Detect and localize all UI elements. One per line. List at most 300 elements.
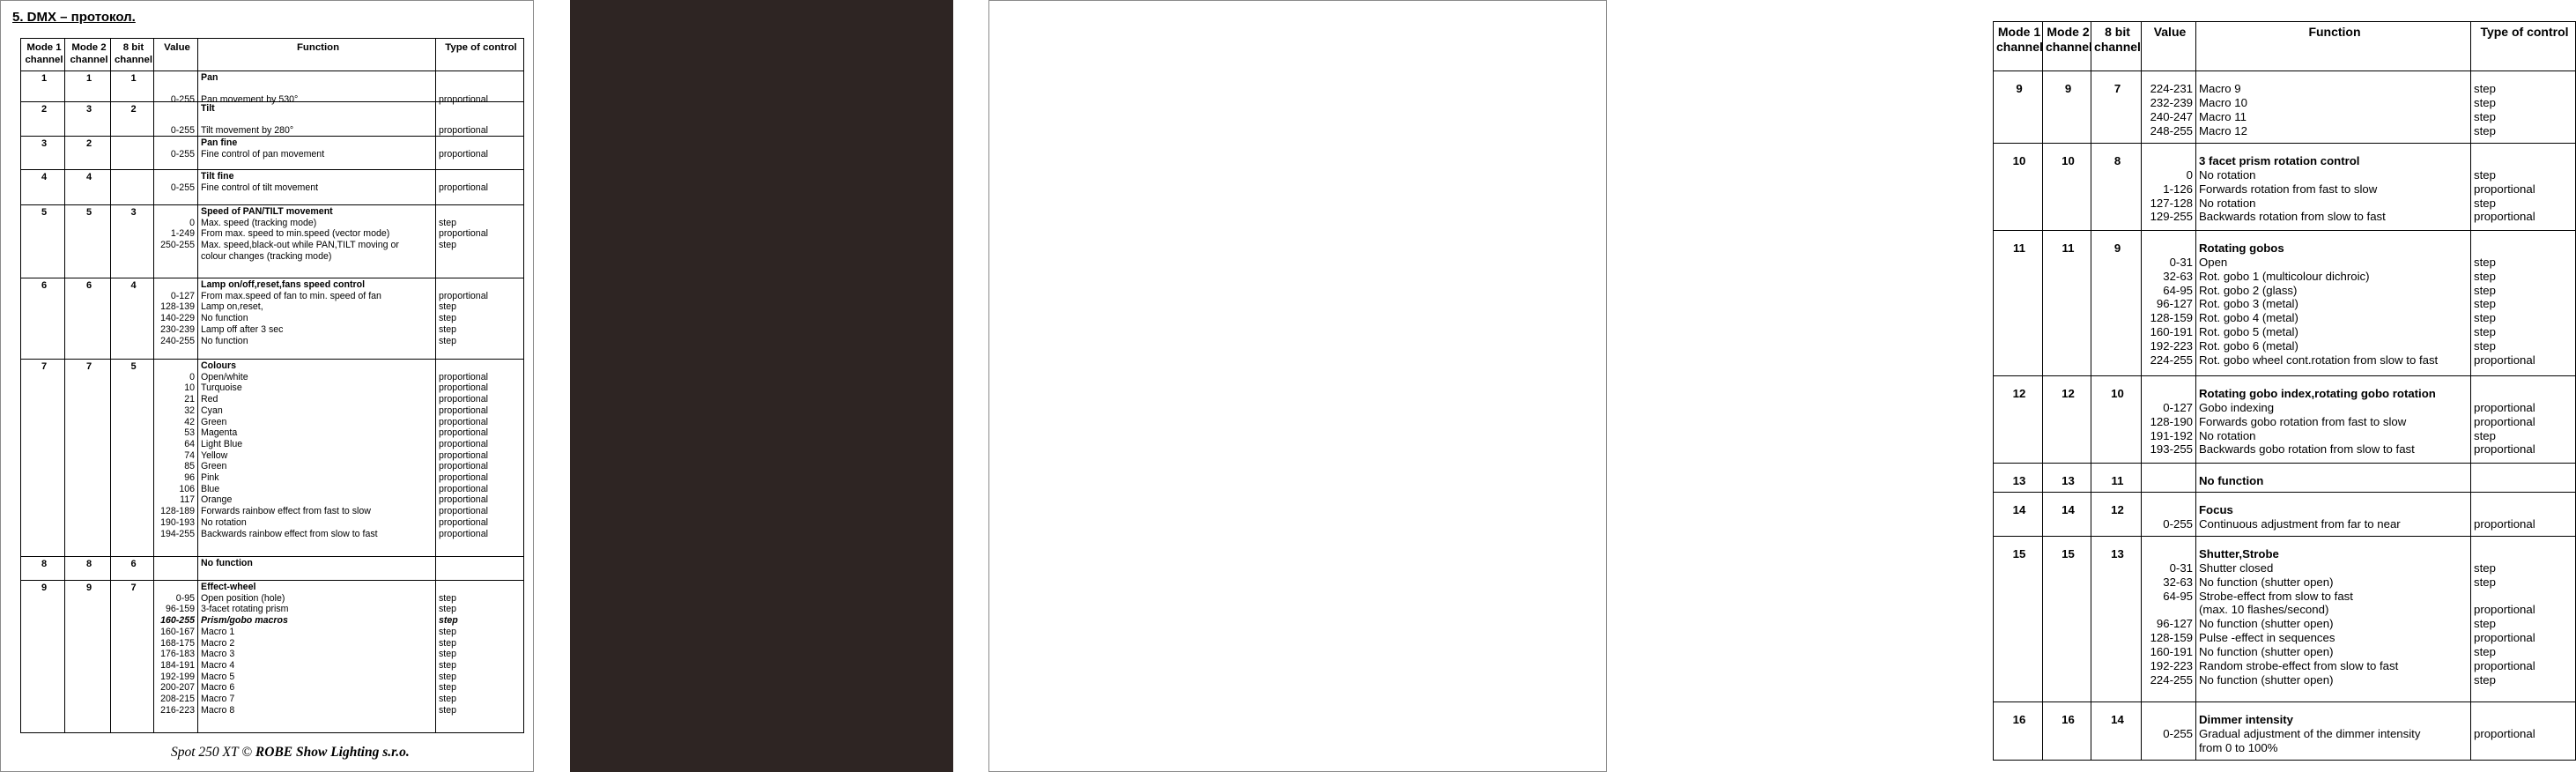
function-cell [198,205,436,278]
function-text: Open [2199,255,2228,269]
control-type: step [2474,167,2496,182]
type-spacer [2474,503,2575,517]
function-spacer [201,115,435,126]
function-cell [2196,464,2471,493]
function-title: Shutter,Strobe [2199,547,2279,560]
function-text: No function (shutter open) [2199,575,2334,589]
header-mode2 [65,39,111,71]
dmx-value: 127-128 [2150,196,2193,210]
dmx-value: 0 [189,217,195,228]
function-text: Rot. gobo wheel cont.rotation from slow to fast [2199,353,2439,367]
type-cell [436,71,523,106]
value-cell [154,581,198,732]
mode2-channel: 9 [65,581,111,732]
type-cell [436,581,523,732]
control-type: step [439,335,457,346]
value-spacer [157,115,195,126]
type-spacer [439,360,523,372]
value-cell [154,557,198,581]
mode1-channel: 9 [1994,71,2043,144]
mode1-channel: 4 [21,170,65,205]
function-text: No function [201,313,248,324]
function-text: Forwards gobo rotation from fast to slow [2199,414,2407,428]
dmx-value: 96 [184,472,195,484]
type-cell [2471,464,2575,493]
value-cell [154,170,198,205]
header-8bit [2091,22,2142,71]
bit8-channel: 9 [2091,231,2142,376]
type-spacer [439,137,523,149]
dmx-value: 96-159 [166,604,195,615]
dmx-value: 1-126 [2163,182,2193,196]
dmx-value: 32-63 [2163,575,2193,589]
function-cell [2196,71,2471,144]
header-function: Function [198,39,436,71]
control-type: step [2474,255,2496,269]
type-spacer [439,582,523,593]
type-cell [2471,231,2575,376]
function-text: Gradual adjustment of the dimmer intensity [2199,726,2421,740]
function-cell [2196,231,2471,376]
value-spacer [157,103,195,115]
control-type: proportional [439,182,488,193]
control-type: step [439,615,458,627]
control-type: step [439,682,457,694]
mode1-channel: 1 [21,71,65,102]
control-type: proportional [439,94,488,106]
bit8-channel [111,170,154,205]
mode1-channel: 13 [1994,464,2043,493]
mode2-channel: 13 [2043,464,2091,493]
dmx-value: 0-255 [2163,726,2193,740]
footer-model: Spot 250 XT © [171,745,253,760]
bit8-channel: 13 [2091,537,2142,702]
dmx-value: 32-63 [2163,269,2193,283]
control-type: step [2474,575,2496,589]
header-mode2-line2: channel [2046,39,2092,54]
value-spacer [2144,503,2193,517]
type-spacer [439,558,523,569]
mode1-channel: 9 [21,581,65,732]
dmx-value: 0-255 [170,148,195,160]
control-type: proportional [2474,442,2535,457]
header-mode1 [21,39,65,71]
mode2-channel: 3 [65,102,111,137]
dmx-value: 64 [184,438,195,449]
type-cell [436,170,523,205]
mode2-channel: 14 [2043,493,2091,537]
control-type: step [2474,269,2496,283]
control-type [439,251,523,263]
value-spacer [2144,241,2193,256]
function-text: Rot. gobo 4 (metal) [2199,311,2298,325]
header-mode1-line2: channel [25,54,63,65]
control-type: step [439,301,457,313]
dmx-value: 240-247 [2150,109,2193,123]
control-type: proportional [2474,400,2535,414]
function-text: Macro 12 [2199,123,2247,137]
dmx-value: 128-190 [2150,414,2193,428]
type-cell [2471,702,2575,760]
header-mode2 [2043,22,2091,71]
dmx-value: 192-223 [2150,658,2193,672]
function-cell [198,581,436,732]
mode2-channel: 15 [2043,537,2091,702]
dmx-value: 250-255 [160,240,195,251]
bit8-channel: 14 [2091,702,2142,760]
control-type: step [2474,196,2496,210]
control-type: step [2474,95,2496,109]
type-spacer [2474,713,2575,727]
dmx-value: 192-223 [2150,338,2193,353]
value-cell [2142,71,2196,144]
function-text: Rot. gobo 5 (metal) [2199,325,2298,339]
mode1-channel: 11 [1994,231,2043,376]
header-value: Value [2142,22,2196,71]
header-mode1-line1: Mode 1 [1997,25,2041,39]
control-type: proportional [439,405,488,416]
header-mode2-line1: Mode 2 [71,42,107,53]
type-cell [436,137,523,170]
value-cell [154,71,198,106]
dmx-value: 0-127 [170,290,195,301]
control-type: step [2474,644,2496,658]
section-title: 5. DMX – протокол. [12,10,136,25]
function-text: Open position (hole) [201,592,285,604]
dmx-value: 224-255 [2150,672,2193,687]
control-type: step [439,671,457,682]
right-manual-page [988,0,2569,772]
function-text: From max.speed of fan to min. speed of fan [201,290,381,301]
function-text: Lamp off after 3 sec [201,323,284,335]
dmx-value: 128-189 [160,506,195,517]
control-type: proportional [439,371,488,382]
control-type: proportional [2474,414,2535,428]
control-type: proportional [2474,631,2535,645]
control-type: step [2474,325,2496,339]
function-text: Forwards rainbow effect from fast to slow [201,506,371,517]
mode2-channel: 9 [2043,71,2091,144]
mode2-channel: 8 [65,557,111,581]
page-footer [171,745,410,761]
type-spacer [439,115,523,126]
value-cell [154,102,198,137]
type-spacer [2474,241,2575,256]
type-cell [436,557,523,581]
type-cell [2471,376,2575,464]
value-cell [154,137,198,170]
function-title: Rotating gobo index,rotating gobo rotation [2199,387,2436,400]
mode1-channel: 12 [1994,376,2043,464]
control-type: proportional [439,483,488,494]
bit8-channel: 7 [111,581,154,732]
dmx-table-left [20,38,524,733]
control-type: step [2474,123,2496,137]
dmx-value: 192-199 [160,671,195,682]
mode1-channel: 2 [21,102,65,137]
function-title: Speed of PAN/TILT movement [201,206,333,217]
dmx-value: 32 [184,405,195,416]
dmx-value: 216-223 [160,704,195,716]
dmx-value: 184-191 [160,659,195,671]
dmx-value: 160-191 [2150,644,2193,658]
control-type: proportional [439,506,488,517]
header-8bit-line1: 8 bit [2105,25,2130,39]
function-text: Shutter closed [2199,560,2274,575]
bit8-channel: 10 [2091,376,2142,464]
dmx-value: 0 [189,371,195,382]
function-text: 3-facet rotating prism [201,604,289,615]
dmx-value: 0-255 [170,125,195,137]
bit8-channel: 2 [111,102,154,137]
type-spacer [2474,387,2575,401]
value-spacer [157,279,195,291]
function-text: Pink [201,472,219,484]
mode2-channel: 7 [65,360,111,557]
function-text: Backwards rainbow effect from slow to fast [201,528,378,539]
control-type: step [439,217,457,228]
control-type: step [439,313,457,324]
dmx-value: 194-255 [160,528,195,539]
dmx-value: 74 [184,449,195,461]
dmx-value: 117 [180,494,195,506]
bit8-channel: 1 [111,71,154,102]
control-type: proportional [439,472,488,484]
function-text: No function [201,335,248,346]
dmx-value: 190-193 [160,516,195,528]
function-text: From max. speed to min.speed (vector mode) [201,228,390,240]
control-type: step [439,694,457,705]
control-type: step [439,659,457,671]
mode2-channel: 10 [2043,144,2091,231]
value-spacer [157,206,195,218]
dmx-value: 0-255 [2163,516,2193,531]
type-spacer [439,103,523,115]
dark-gap-panel [570,0,953,772]
control-type: proportional [439,461,488,472]
control-type: step [439,323,457,335]
function-text: Tilt movement by 280° [201,125,294,137]
footer-company: ROBE Show Lighting s.r.o. [255,745,410,760]
function-text: No function (shutter open) [2199,617,2334,631]
dmx-value: 128-139 [160,301,195,313]
function-text: No function (shutter open) [2199,672,2334,687]
dmx-value: 106 [179,483,195,494]
dmx-value: 232-239 [2150,95,2193,109]
header-8bit-line2: channel [2094,39,2141,54]
type-cell [436,102,523,137]
control-type: proportional [439,290,488,301]
bit8-channel: 11 [2091,464,2142,493]
header-8bit-line2: channel [114,54,153,65]
bit8-channel: 8 [2091,144,2142,231]
mode1-channel: 10 [1994,144,2043,231]
control-type: step [2474,672,2496,687]
value-spacer [157,360,195,372]
control-type: step [2474,338,2496,353]
dmx-value: 0-255 [170,182,195,193]
function-text: No rotation [2199,196,2256,210]
control-type: proportional [439,416,488,427]
value-spacer [157,84,195,95]
dmx-value: 21 [184,394,195,405]
function-text: Magenta [201,427,238,439]
control-type: step [439,637,457,649]
control-type: proportional [439,516,488,528]
function-cell [198,278,436,360]
control-type: proportional [2474,603,2535,617]
dmx-value [157,251,195,263]
value-cell [2142,376,2196,464]
function-text: Max. speed (tracking mode) [201,217,317,228]
value-cell [154,360,198,557]
value-cell [2142,464,2196,493]
dmx-value: 96-127 [2156,297,2193,311]
bit8-channel: 4 [111,278,154,360]
mode2-channel: 1 [65,71,111,102]
bit8-channel: 3 [111,205,154,278]
dmx-value: 168-175 [160,637,195,649]
function-text: Turquoise [201,382,242,394]
dmx-value: 128-159 [2150,631,2193,645]
type-spacer [2474,154,2575,168]
function-cell [2196,376,2471,464]
function-title: Pan fine [201,137,238,148]
dmx-value: 0-31 [2169,255,2193,269]
dmx-value: 128-159 [2150,311,2193,325]
mode2-channel: 4 [65,170,111,205]
value-cell [2142,537,2196,702]
function-text: Gobo indexing [2199,400,2275,414]
function-text: Macro 2 [201,637,235,649]
function-text: Max. speed,black-out while PAN,TILT moving or [201,240,399,251]
function-text: Rot. gobo 3 (metal) [2199,297,2298,311]
left-manual-page [0,0,534,772]
value-cell [2142,702,2196,760]
control-type: proportional [2474,210,2535,224]
dmx-value: 0-255 [170,94,195,106]
control-type: proportional [2474,353,2535,367]
dmx-value: 160-167 [160,626,195,637]
function-text: Rot. gobo 2 (glass) [2199,283,2298,297]
type-cell [2471,537,2575,702]
type-spacer [439,171,523,182]
mode2-channel: 12 [2043,376,2091,464]
control-type: step [2474,82,2496,95]
function-text: from 0 to 100% [2199,740,2278,754]
dmx-table-right [1993,21,2576,761]
type-spacer [439,84,523,95]
dmx-value: 10 [184,382,195,394]
value-spacer [2144,474,2193,488]
value-spacer [2144,713,2193,727]
type-cell [2471,144,2575,231]
dmx-value: 200-207 [160,682,195,694]
function-title: Pan [201,72,218,83]
function-text: Prism/gobo macros [201,615,288,627]
control-type: proportional [439,427,488,439]
value-spacer [2144,154,2193,168]
control-type: step [439,704,457,716]
mode1-channel: 16 [1994,702,2043,760]
type-spacer [2474,547,2575,561]
header-type: Type of control [2471,22,2575,71]
control-type: step [439,240,457,251]
function-text: Orange [201,494,233,506]
function-cell [198,102,436,137]
dmx-value: 1-249 [170,228,195,240]
dmx-value: 230-239 [160,323,195,335]
function-text: Open/white [201,371,248,382]
function-text: Fine control of tilt movement [201,182,319,193]
header-type: Type of control [436,39,523,71]
function-text: Green [201,461,227,472]
function-text: No rotation [2199,167,2256,182]
control-type: step [2474,560,2496,575]
function-text: Macro 3 [201,649,235,660]
header-mode1 [1994,22,2043,71]
type-spacer [439,72,523,84]
dmx-value: 96-127 [2156,617,2193,631]
mode2-channel: 11 [2043,231,2091,376]
function-text: Pan movement by 530° [201,94,299,106]
bit8-channel [111,137,154,170]
dmx-value: 160-255 [160,615,195,627]
value-spacer [2144,387,2193,401]
function-text: Macro 8 [201,704,235,716]
value-spacer [2144,547,2193,561]
mode1-channel: 8 [21,557,65,581]
control-type: proportional [439,438,488,449]
mode1-channel: 14 [1994,493,2043,537]
type-cell [436,205,523,278]
function-cell [198,360,436,557]
dmx-value: 248-255 [2150,123,2193,137]
type-spacer [2474,474,2575,488]
function-title: No function [201,558,253,568]
mode1-channel: 15 [1994,537,2043,702]
dmx-value: 64-95 [2163,589,2193,603]
function-text: Cyan [201,405,223,416]
control-type: step [2474,297,2496,311]
control-type: step [2474,617,2496,631]
dmx-value: 0-127 [2163,400,2193,414]
function-text: Red [201,394,218,405]
function-title: 3 facet prism rotation control [2199,154,2360,167]
control-type [2474,741,2575,755]
control-type: proportional [439,148,488,160]
dmx-value: 0-31 [2169,560,2193,575]
function-text: Macro 7 [201,694,235,705]
function-text: Macro 9 [2199,82,2241,95]
control-type: proportional [439,125,488,137]
header-mode1-line2: channel [1996,39,2043,54]
value-spacer [157,72,195,84]
dmx-value: 224-231 [2150,82,2193,95]
function-title: Rotating gobos [2199,241,2284,255]
control-type: proportional [2474,658,2535,672]
function-text: Fine control of pan movement [201,148,325,160]
control-type: proportional [439,449,488,461]
control-type: proportional [2474,182,2535,196]
value-spacer [157,137,195,149]
function-text: Green [201,416,227,427]
function-title: Focus [2199,503,2233,516]
type-cell [436,360,523,557]
bit8-channel: 5 [111,360,154,557]
type-spacer [439,206,523,218]
dmx-value: 129-255 [2150,210,2193,224]
